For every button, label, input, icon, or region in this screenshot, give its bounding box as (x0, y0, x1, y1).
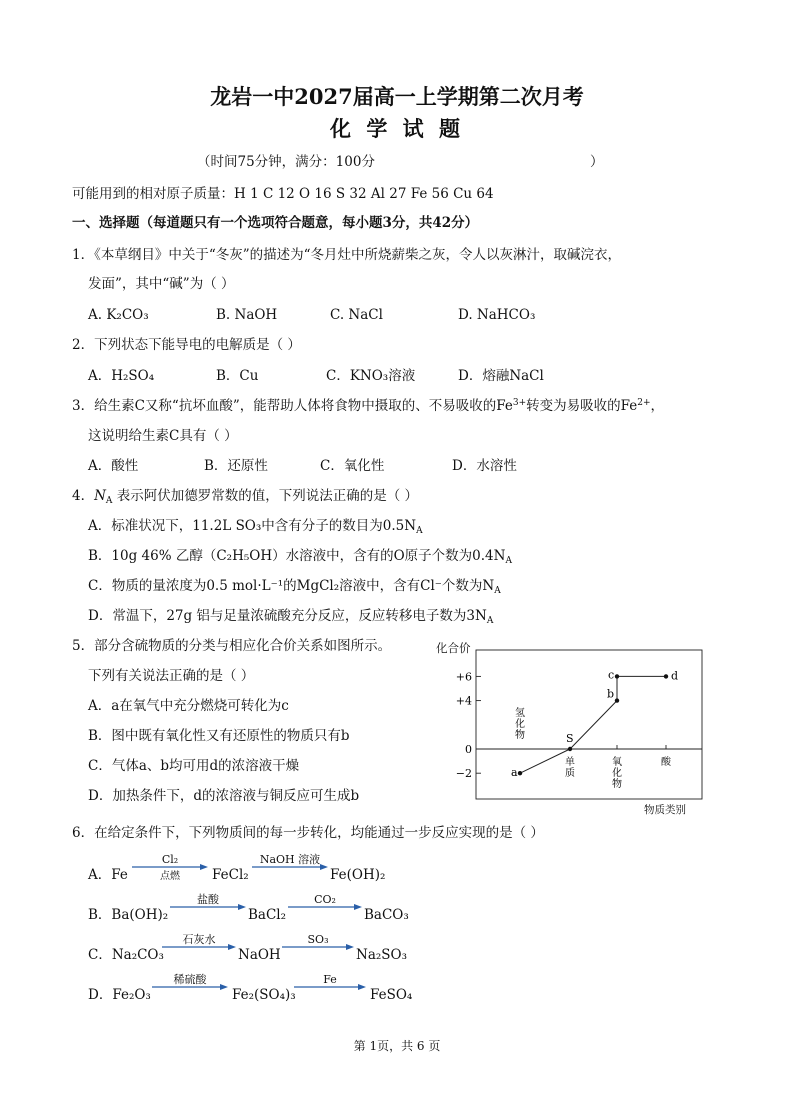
q6-b-cond1-top: 盐酸 (197, 893, 219, 906)
q3-option-a: A．酸性 (88, 458, 139, 474)
q2-stem: 2．下列状态下能导电的电解质是（ ） (72, 337, 301, 353)
q6-a-cond1-bot: 点燃 (160, 871, 180, 882)
q6-d-start: D．Fe₂O₃ (88, 987, 151, 1003)
q5-option-b: B．图中既有氧化性又有还原性的物质只有b (88, 728, 350, 744)
arrow-icon (288, 904, 362, 910)
chart-point-d (664, 674, 668, 678)
q5-option-d: D．加热条件下，d的浓溶液与铜反应可生成b (88, 788, 360, 804)
q4-stem-rest: 表示阿伏加德罗常数的值，下列说法正确的是（ ） (112, 488, 418, 504)
q4-stem (72, 487, 418, 505)
q6-a-mid: FeCl₂ (212, 867, 249, 883)
q6-a-cond1-top: Cl₂ (161, 853, 179, 866)
q4-na: N (94, 488, 106, 504)
q3-sup-fe3: 3+ (512, 398, 527, 408)
q4-option-b-text: B．10g 46% 乙醇（C₂H₅OH）水溶液中，含有的O原子个数为0.4N (88, 548, 506, 564)
chart-point-label-c: c (608, 668, 615, 682)
q4-option-d-sub: A (486, 616, 494, 626)
arrow-icon (294, 984, 366, 990)
q6-a-end: Fe(OH)₂ (330, 867, 386, 883)
arrow-icon (252, 864, 328, 870)
chart-point-label-b: b (607, 687, 615, 701)
q4-option-a-text: A．标准状况下，11.2L SO₃中含有分子的数目为0.5N (88, 518, 417, 534)
q4-option-c (88, 577, 501, 595)
q6-d-cond2-top: Fe (323, 973, 337, 986)
x-cat-oxide-char: 氧 (612, 757, 622, 768)
q6-d-arrow2 (294, 973, 366, 1004)
chart-point-label-d: d (671, 669, 679, 683)
chart-point-S (568, 747, 572, 751)
q4-option-d-text: D．常温下，27g 铝与足量浓硫酸充分反应，反应转移电子数为3N (88, 608, 487, 624)
chart-point-b (615, 698, 619, 702)
chart-link-a-S (520, 749, 570, 773)
q2-option-a: A．H₂SO₄ (88, 368, 155, 384)
q4-option-a (88, 517, 423, 535)
section-heading: 一、选择题（每道题只有一个选项符合题意，每小题3分，共42分） (72, 215, 479, 231)
q1-option-d: D. NaHCO₃ (458, 307, 536, 323)
chart-point-c (615, 674, 619, 678)
x-cat-element-char: 质 (565, 768, 575, 779)
q1-option-a: A. K₂CO₃ (88, 307, 149, 323)
q6-b-mid: BaCl₂ (248, 907, 287, 923)
q6-a-start: A．Fe (88, 867, 128, 883)
q6-b-start: B．Ba(OH)₂ (88, 907, 169, 923)
q4-option-c-text: C．物质的量浓度为0.5 mol·L⁻¹的MgCl₂溶液中，含有Cl⁻个数为N (88, 578, 495, 594)
q6-a-arrow2 (252, 853, 328, 884)
q4-option-c-sub: A (494, 586, 501, 596)
q6-c-end: Na₂SO₃ (356, 947, 408, 963)
q3-stem-part2: 转变为易吸收的Fe (526, 398, 638, 414)
q5-stem-line1: 5．部分含硫物质的分类与相应化合价关系如图所示。 (72, 638, 392, 654)
chart-canvas (432, 642, 712, 820)
chart-point-label-S: S (566, 732, 574, 745)
y-tick-label: 0 (465, 743, 472, 756)
x-cat-hydride (515, 706, 525, 741)
page-footer: 第 1页，共 6 页 (353, 1039, 441, 1053)
q4-option-a-sub: A (416, 526, 423, 536)
arrow-icon (152, 984, 228, 990)
q3-stem-line1 (72, 397, 664, 415)
q1-option-c: C. NaCl (330, 307, 383, 323)
q4-na-sub: A (105, 496, 113, 506)
q6-d-cond1-top: 稀硫酸 (173, 973, 207, 986)
q6-c-cond1-top: 石灰水 (182, 933, 216, 946)
q6-c-cond2-top: SO₃ (307, 933, 329, 946)
q3-option-b: B．还原性 (204, 458, 268, 474)
chart-frame (476, 650, 702, 799)
q1-option-b: B. NaOH (216, 307, 278, 323)
q2-option-b: B．Cu (216, 368, 259, 384)
q6-c-mid: NaOH (238, 947, 281, 963)
sulfur-valence-chart (432, 642, 712, 820)
exam-subject: 化 学 试 题 (330, 116, 464, 141)
x-cat-element-char: 单 (565, 757, 575, 768)
x-cat-oxide-char: 化 (612, 768, 622, 779)
q3-stem-part3: ， (650, 398, 665, 414)
q4-num: 4． (72, 488, 95, 504)
q5-option-c: C．气体a、b均可用d的浓溶液干燥 (88, 758, 300, 774)
x-cat-hydride-char: 氢 (515, 708, 525, 719)
x-cat-oxide (612, 755, 622, 790)
chart-xlabel: 物质类别 (644, 804, 686, 816)
exam-title: 龙岩一中2027届高一上学期第二次月考 (210, 84, 584, 109)
q2-option-d: D．熔融NaCl (458, 368, 544, 384)
x-cat-oxide-char: 物 (612, 779, 622, 790)
x-cat-acid-char: 酸 (661, 757, 671, 768)
chart-link-S-b (570, 701, 617, 749)
q6-b-arrow1 (170, 893, 246, 924)
q6-a-arrow1 (132, 853, 208, 884)
q4-option-d (88, 607, 493, 625)
x-cat-hydride-char: 物 (515, 730, 525, 741)
q1-stem-line1: 1．《本草纲目》中关于“冬灰”的描述为“冬月灶中所烧薪柴之灰，令人以灰淋汁，取碱浣衣， (72, 247, 622, 263)
q6-stem: 6．在给定条件下，下列物质间的每一步转化，均能通过一步反应实现的是（ ） (72, 825, 544, 841)
chart-point-a (518, 771, 522, 775)
arrow-icon (162, 944, 236, 950)
q6-d-mid: Fe₂(SO₄)₃ (232, 987, 296, 1003)
q6-b-end: BaCO₃ (364, 907, 409, 923)
y-tick-label: +4 (455, 694, 472, 708)
arrow-icon (132, 864, 208, 870)
chart-point-label-a: a (511, 766, 518, 780)
q4-option-b (88, 547, 512, 565)
x-cat-acid (661, 755, 672, 768)
arrow-icon (170, 904, 246, 910)
arrow-icon (282, 944, 354, 950)
time-note-close: ） (590, 154, 604, 170)
q6-b-cond2-top: CO₂ (314, 893, 336, 906)
atomic-masses: 可能用到的相对原子质量：H 1 C 12 O 16 S 32 Al 27 Fe 56 Cu 64 (72, 186, 494, 202)
y-tick-label: +6 (455, 670, 472, 684)
q2-option-c: C．KNO₃溶液 (326, 368, 416, 384)
q5-stem-line2: 下列有关说法正确的是（ ） (88, 668, 255, 684)
q6-a-cond2-top: NaOH 溶液 (259, 853, 321, 866)
q3-stem-line2: 这说明给生素C具有（ ） (88, 428, 238, 444)
q1-stem-line2: 发面”，其中“碱”为（ ） (88, 276, 235, 292)
x-cat-hydride-char: 化 (515, 719, 525, 730)
q6-c-arrow1 (162, 933, 236, 964)
q3-stem-part1: 3．给生素C又称“抗坏血酸”，能帮助人体将食物中摄取的、不易吸收的Fe (72, 398, 513, 414)
y-tick-label: −2 (455, 767, 472, 781)
time-note: （时间75分钟，满分：100分 (197, 154, 375, 170)
chart-ylabel: 化合价 (436, 641, 471, 655)
q3-option-d: D．水溶性 (452, 458, 517, 474)
q6-c-start: C．Na₂CO₃ (88, 947, 164, 963)
x-cat-element (565, 755, 575, 779)
q6-b-arrow2 (288, 893, 362, 924)
q6-d-arrow1 (152, 973, 228, 1004)
q6-d-end: FeSO₄ (370, 987, 413, 1003)
q3-sup-fe2: 2+ (637, 398, 651, 408)
q6-c-arrow2 (282, 933, 354, 964)
q5-option-a: A．a在氧气中充分燃烧可转化为c (88, 698, 289, 714)
q3-option-c: C．氧化性 (320, 458, 385, 474)
q4-option-b-sub: A (505, 556, 512, 566)
